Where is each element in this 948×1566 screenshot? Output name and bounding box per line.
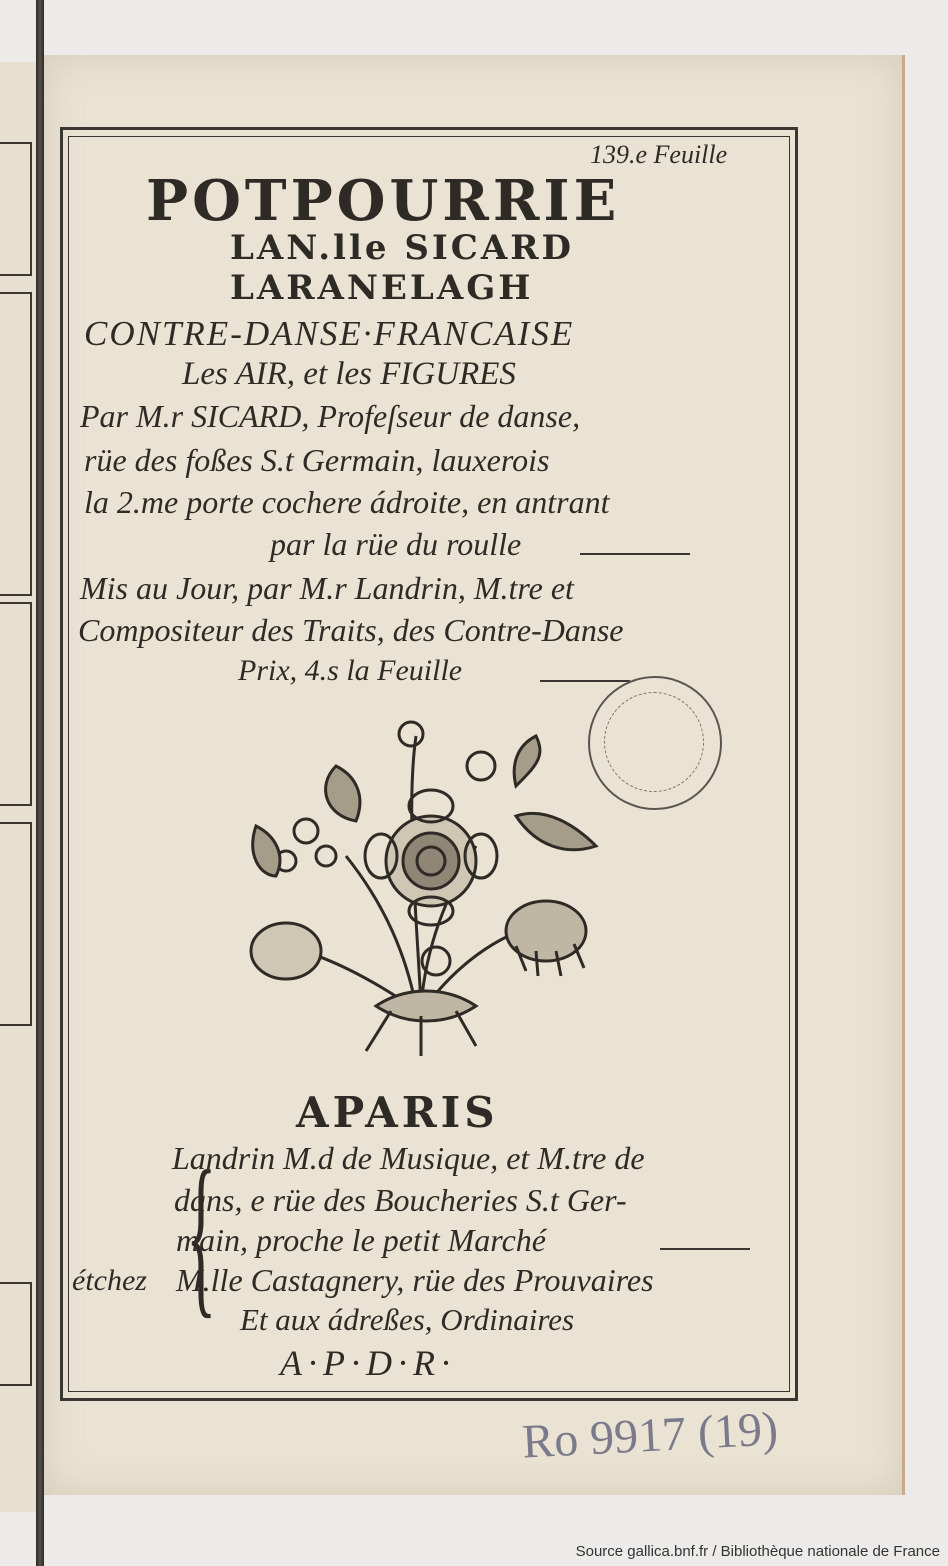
music-staff <box>0 292 32 596</box>
divider <box>660 1248 750 1250</box>
seller-line: Et aux ádreßes, Ordinaires <box>240 1302 575 1337</box>
dance-type: CONTRE-DANSE·FRANCAISE <box>84 314 575 353</box>
published-line: Mis au Jour, par M.r Landrin, M.tre et <box>80 570 574 606</box>
seller-prefix: étchez <box>72 1264 147 1297</box>
music-staff <box>0 1282 32 1386</box>
divider <box>540 680 630 682</box>
subtitle-sicard: LAN.lle SICARD <box>230 228 574 268</box>
author-line: Par M.r SICARD, Profeſseur de danse, <box>80 398 581 434</box>
seller-line: Landrin M.d de Musique, et M.tre de <box>172 1140 645 1176</box>
address-line: la 2.me porte cochere ádroite, en antrant <box>84 484 610 520</box>
music-staff <box>0 822 32 1026</box>
subtitle-ranelagh: LARANELAGH <box>230 268 534 308</box>
source-credit: Source gallica.bnf.fr / Bibliothèque nationale de France <box>575 1543 940 1560</box>
divider <box>580 553 690 555</box>
page-title: POTPOURRIE <box>146 168 621 234</box>
seller-line: dans, e rüe des Boucheries S.t Ger- <box>174 1182 627 1218</box>
airs-line: Les AIR, et les FIGURES <box>182 356 516 392</box>
price-line: Prix, 4.s la Feuille <box>238 654 463 687</box>
brace-icon: { <box>186 1134 217 1333</box>
music-staff <box>0 602 32 806</box>
seller-line: M.lle Castagnery, rüe des Prouvaires <box>176 1262 654 1298</box>
city: APARIS <box>296 1088 499 1137</box>
shelfmark: Ro 9917 (19) <box>520 1402 780 1469</box>
privilege-mark: A·P·D·R· <box>280 1343 456 1383</box>
left-page-edge <box>0 62 41 1512</box>
seller-line: main, proche le petit Marché <box>176 1222 546 1258</box>
address-line: par la rüe du roulle <box>270 526 522 562</box>
sheet-number: 139.e Feuille <box>590 140 728 169</box>
book-binding <box>36 0 44 1566</box>
address-line: rüe des foßes S.t Germain, lauxerois <box>84 442 550 478</box>
flower-bouquet-icon <box>216 706 636 1066</box>
composer-line: Compositeur des Traits, des Contre-Danse <box>78 612 624 648</box>
music-staff <box>0 142 32 276</box>
